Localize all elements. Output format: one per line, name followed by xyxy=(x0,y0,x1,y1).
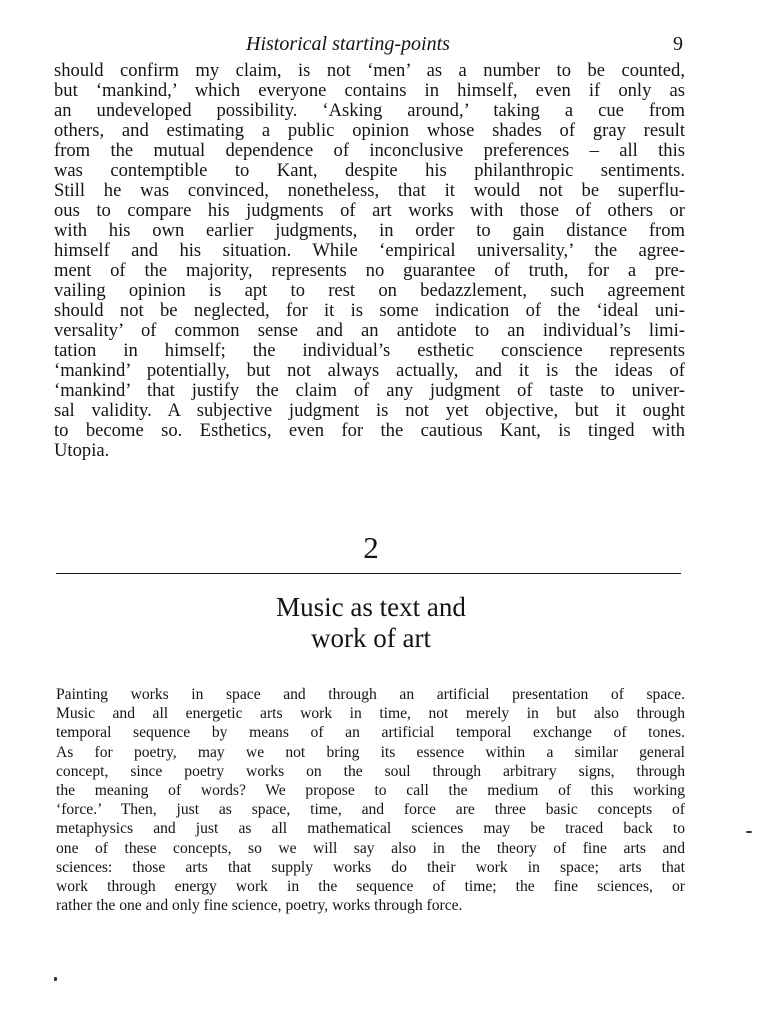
epigraph-line: temporal sequence by means of an artificial temporal exchange of tones. xyxy=(56,724,685,742)
body-line: should not be neglected, for it is some indication of the ‘ideal uni- xyxy=(54,300,685,321)
epigraph-line: Painting works in space and through an artificial presentation of space. xyxy=(56,686,685,703)
scan-speck xyxy=(746,831,752,833)
running-head xyxy=(240,32,685,56)
epigraph-line: one of these concepts, so we will say also in the theory of fine arts and xyxy=(56,839,685,857)
body-line: ous to compare his judgments of art works with those of others or xyxy=(54,200,685,221)
body-line: versality’ of common sense and an antidote to an individual’s limi- xyxy=(54,320,685,341)
running-title: Historical starting-points xyxy=(246,33,450,55)
body-line: tation in himself; the individual’s esthetic conscience represents xyxy=(54,340,685,361)
chapter-title xyxy=(0,592,742,654)
body-line: but ‘mankind,’ which everyone contains in himself, even if only as xyxy=(54,80,685,101)
chapter-divider xyxy=(56,573,681,574)
body-line: should confirm my claim, is not ‘men’ as a number to be counted, xyxy=(54,60,685,81)
body-line: ‘mankind’ potentially, but not always actually, and it is the ideas of xyxy=(54,360,685,381)
body-line: sal validity. A subjective judgment is not yet objective, but it ought xyxy=(54,400,685,421)
epigraph-line: ‘force.’ Then, just as space, time, and force are three basic concepts of xyxy=(56,801,685,819)
body-line: ‘mankind’ that justify the claim of any judgment of taste to univer- xyxy=(54,380,685,401)
body-line: was contemptible to Kant, despite his philanthropic sentiments. xyxy=(54,160,685,181)
epigraph-line: the meaning of words? We propose to call the medium of this working xyxy=(56,782,685,800)
epigraph-line: concept, since poetry works on the soul through arbitrary signs, through xyxy=(56,762,685,780)
chapter-title-line: Music as text and xyxy=(276,592,466,622)
body-line: an undeveloped possibility. ‘Asking around,’ taking a cue from xyxy=(54,100,685,121)
epigraph-line: Music and all energetic arts work in time, not merely in but also through xyxy=(56,705,685,723)
page-number: 9 xyxy=(673,33,683,55)
body-paragraph xyxy=(54,61,685,461)
body-line: Still he was convinced, nonetheless, that it would not be superflu- xyxy=(54,180,685,201)
epigraph-line: work through energy work in the sequence of time; the fine sciences, or xyxy=(56,878,685,896)
body-line: himself and his situation. While ‘empirical universality,’ the agree- xyxy=(54,240,685,261)
body-line: vailing opinion is apt to rest on bedazzlement, such agreement xyxy=(54,280,685,301)
body-line: from the mutual dependence of inconclusive preferences – all this xyxy=(54,140,685,161)
body-line: Utopia. xyxy=(54,440,110,461)
chapter-title-line: work of art xyxy=(311,623,431,653)
body-line: to become so. Esthetics, even for the cautious Kant, is tinged with xyxy=(54,420,685,441)
chapter-epigraph xyxy=(56,685,685,915)
body-line: with his own earlier judgments, in order to gain distance from xyxy=(54,220,685,241)
epigraph-line: metaphysics and just as all mathematical sciences may be traced back to xyxy=(56,820,685,838)
chapter-number: 2 xyxy=(363,530,379,565)
scan-speck xyxy=(54,977,57,981)
epigraph-line: As for poetry, may we not bring its essence within a similar general xyxy=(56,743,685,761)
epigraph-line: sciences: those arts that supply works do their work in space; arts that xyxy=(56,858,685,876)
body-line: ment of the majority, represents no guarantee of truth, for a pre- xyxy=(54,260,685,281)
epigraph-line: rather the one and only fine science, poetry, works through force. xyxy=(56,897,463,915)
body-line: others, and estimating a public opinion whose shades of gray result xyxy=(54,120,685,141)
